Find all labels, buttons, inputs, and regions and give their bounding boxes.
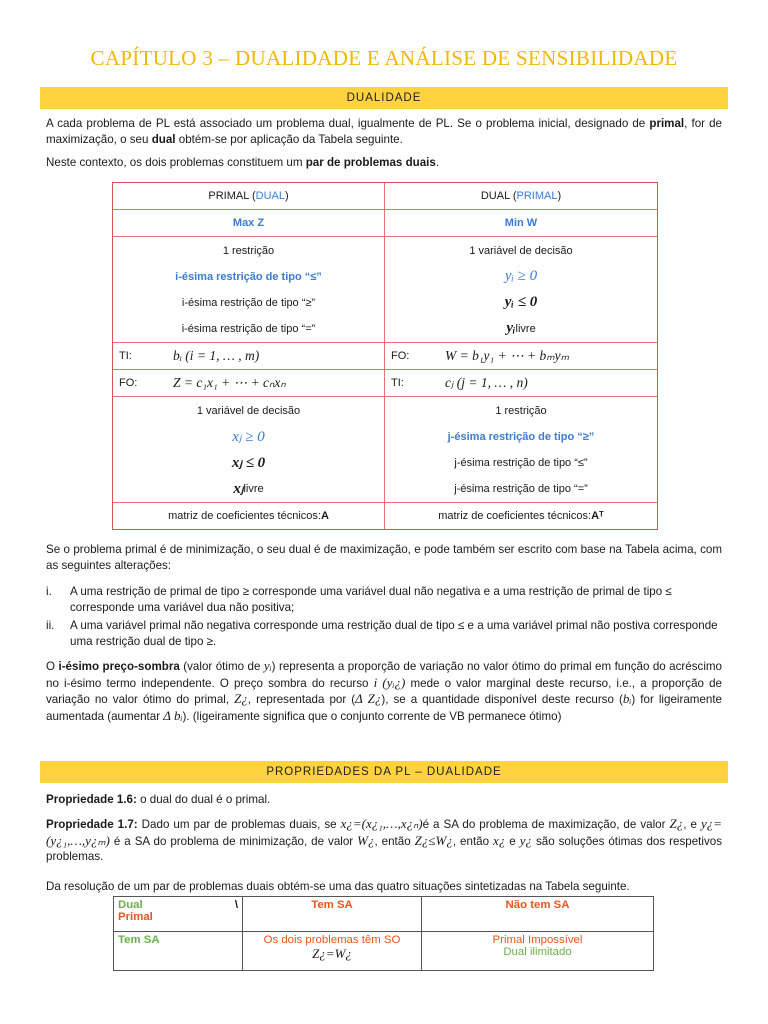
table-row — [113, 397, 657, 503]
cell-ti-left: TI: bᵢ (i = 1, … , m) — [113, 343, 385, 369]
cell-matrix-a: matriz de coeficientes técnicos: A — [113, 503, 385, 529]
cell-variavel: 1 variável de decisão — [469, 244, 573, 257]
table-row — [113, 370, 657, 397]
cell-min: Min W — [504, 217, 538, 229]
cell-both-so: Os dois problemas têm SO Z¿=W¿ — [243, 932, 422, 971]
cell-j-le: j-ésima restrição de tipo “≤” — [454, 456, 588, 469]
cell-max: Max Z — [113, 210, 385, 236]
table-row — [113, 343, 657, 370]
cell-ti-right: TI: cⱼ (j = 1, … , n) — [391, 375, 528, 390]
table-row — [113, 237, 657, 343]
cell-variavel-left: 1 variável de decisão — [196, 404, 301, 417]
cell-j-eq: j-ésima restrição de tipo “=” — [454, 482, 588, 495]
situations-table — [113, 896, 654, 971]
cell-primal-impossivel: Primal Impossível Dual ilimitado — [422, 932, 654, 971]
intro-paragraph-2: Neste contexto, os dois problemas constituem um par de problemas duais. — [46, 156, 440, 169]
corner-cell: Dual \ Primal — [114, 897, 243, 932]
primal-dual-table — [112, 182, 658, 530]
cell-x-ge0: xⱼ ≥ 0 — [232, 429, 265, 445]
cell-restricao: 1 restrição — [222, 244, 275, 257]
row-tem-sa: Tem SA — [114, 932, 243, 971]
section-band-propriedades: PROPRIEDADES DA PL – DUALIDADE — [40, 761, 728, 783]
table-row — [113, 183, 657, 210]
table-row — [113, 210, 657, 237]
cell-restr-le: i-ésima restrição de tipo “≤” — [175, 270, 322, 283]
table-row — [113, 503, 657, 529]
intro-paragraph: A cada problema de PL está associado um problema dual, igualmente de PL. Se o problema inicial, designado de primal, for de maximização, o seu dual obtém-se por aplicação da Tabela seguinte. — [46, 117, 722, 146]
cell-restr-ge: i-ésima restrição de tipo “≥” — [181, 296, 316, 309]
header-dual: DUAL ( PRIMAL ) — [480, 190, 562, 202]
cell-fo-right: FO: W = b₁y₁ + ⋯ + bₘyₘ — [391, 348, 570, 363]
property-1-6: Propriedade 1.6: o dual do dual é o primal. — [46, 793, 271, 806]
property-1-7: Propriedade 1.7: Dado um par de problemas duais, se x¿=(x¿₁,…,x¿ₙ)é a SA do problema de maximização, de valor Z¿, e y¿=(y¿₁,…,y¿ₘ) é a SA do problema de minimização, de valor W¿, então Z¿≤W¿, então x¿ e y¿ são soluções ótimas dos respetivos problemas. — [46, 816, 722, 863]
list-item: ii. A uma variável primal não negativa corresponde uma restrição dual de tipo ≤ e a uma variável primal não postiva corresponde uma restrição dual de tipo ≥. — [46, 619, 718, 648]
cell-x-livre: xⱼ livre — [233, 481, 264, 497]
minimization-paragraph: Se o problema primal é de minimização, o seu dual é de maximização, e pode também ser escrito com base na Tabela acima, com as seguintes alterações: — [46, 543, 722, 572]
cell-y-le0: yᵢ ≤ 0 — [504, 294, 538, 310]
col-nao-tem-sa: Não tem SA — [422, 897, 654, 932]
shadow-price-paragraph: O i-ésimo preço-sombra (valor ótimo de yᵢ) representa a proporção de variação no valor ótimo do primal em função do acréscimo no i-ésimo termo independente. O preço sombra do recurso i (yᵢ¿) mede o valor marginal deste recurso, i.e., a proporção de variação no valor ótimo do primal, Z¿, representada por (Δ Z¿), se a quantidade disponível deste recurso (bᵢ) for ligeiramente aumentada (aumentar Δ bᵢ). (ligeiramente significa que o conjunto corrente de VB permanece ótimo) — [46, 658, 723, 723]
table-row — [114, 932, 654, 971]
table-row — [114, 897, 654, 932]
list-item: i. A uma restrição de primal de tipo ≥ corresponde uma variável dual não negativa e a uma restrição de primal de tipo ≤ corresponde uma variável dua não positiva; — [46, 585, 672, 614]
header-primal: PRIMAL ( DUAL ) — [113, 183, 385, 209]
cell-matrix-at: matriz de coeficientes técnicos: Aᵀ — [438, 510, 604, 522]
cell-y-livre: yᵢ livre — [506, 320, 536, 336]
cell-x-le0: xⱼ ≤ 0 — [231, 455, 266, 471]
cell-restr-eq: i-ésima restrição de tipo “=” — [181, 322, 316, 335]
cell-y-ge0: yᵢ ≥ 0 — [504, 268, 538, 284]
chapter-title: CAPÍTULO 3 – DUALIDADE E ANÁLISE DE SENSIBILIDADE — [90, 46, 678, 70]
cell-fo-left: FO: Z = c₁x₁ + ⋯ + cₙxₙ — [113, 370, 385, 396]
section-band-dualidade: DUALIDADE — [40, 87, 728, 109]
resolution-paragraph: Da resolução de um par de problemas duais obtém-se uma das quatro situações sintetizadas na Tabela seguinte. — [46, 880, 630, 893]
cell-restricao-right: 1 restrição — [495, 404, 547, 417]
col-tem-sa: Tem SA — [243, 897, 422, 932]
cell-j-ge: j-ésima restrição de tipo “≥” — [447, 430, 595, 443]
